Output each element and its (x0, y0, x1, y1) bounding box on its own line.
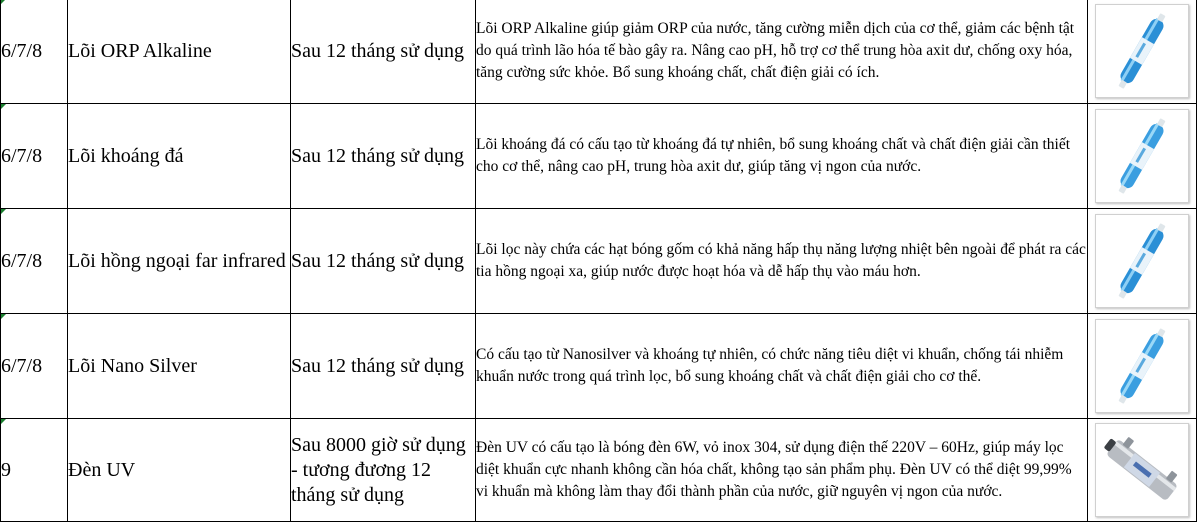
filter-cartridge-icon (1096, 215, 1188, 307)
filter-cartridge-icon (1096, 5, 1188, 97)
name-cell[interactable] (68, 0, 291, 104)
table-row (1, 314, 1197, 419)
item-description: Có cấu tạo từ Nanosilver và khoáng tự nhiên, có chức năng tiêu diệt vi khuẩn, chống tái nhiễm khuẩn nước trong quá trình lọc, bổ sung khoáng chất và chất điện giải cho cơ thể. (476, 346, 1064, 385)
table-row (1, 419, 1197, 522)
product-thumbnail[interactable] (1095, 319, 1189, 413)
row-number: 6/7/8 (1, 249, 43, 272)
replacement-time: Sau 8000 giờ sử dụng - tương đương 12 tháng sử dụng (291, 433, 466, 506)
uv-lamp-icon (1096, 424, 1188, 516)
name-cell[interactable] (68, 314, 291, 419)
image-cell[interactable] (1088, 419, 1197, 522)
time-cell[interactable] (291, 209, 476, 314)
row-number-cell[interactable] (1, 419, 68, 522)
row-number: 6/7/8 (1, 144, 43, 167)
row-number-cell[interactable] (1, 0, 68, 104)
item-description: Lõi khoáng đá có cấu tạo từ khoáng đá tự nhiên, bổ sung khoáng chất và chất điện giải cần thiết cho cơ thể, nâng cao pH, trung hòa axit dư, giúp tăng vị ngon của nước. (476, 136, 1071, 175)
table-row (1, 0, 1197, 104)
table-row (1, 104, 1197, 209)
time-cell[interactable] (291, 104, 476, 209)
cell-comment-marker (1, 314, 6, 319)
time-cell[interactable] (291, 419, 476, 522)
replacement-time: Sau 12 tháng sử dụng (291, 39, 465, 62)
item-description: Lõi lọc này chứa các hạt bóng gốm có khả năng hấp thụ năng lượng nhiệt bên ngoài để phát ra các tia hồng ngoại xa, giúp nước được hoạt hóa và dễ hấp thụ vào máu hơn. (476, 241, 1086, 280)
image-cell[interactable] (1088, 209, 1197, 314)
product-thumbnail[interactable] (1095, 109, 1189, 203)
row-number-cell[interactable] (1, 209, 68, 314)
replacement-time: Sau 12 tháng sử dụng (291, 144, 465, 167)
name-cell[interactable] (68, 104, 291, 209)
item-name: Đèn UV (68, 458, 136, 481)
item-name: Lõi Nano Silver (68, 354, 197, 377)
image-cell[interactable] (1088, 104, 1197, 209)
row-number: 6/7/8 (1, 354, 43, 377)
product-thumbnail[interactable] (1095, 214, 1189, 308)
image-cell[interactable] (1088, 0, 1197, 104)
description-cell[interactable] (476, 0, 1088, 104)
description-cell[interactable] (476, 209, 1088, 314)
cell-comment-marker (1, 0, 6, 4)
image-cell[interactable] (1088, 314, 1197, 419)
item-name: Lõi khoáng đá (68, 144, 184, 167)
name-cell[interactable] (68, 419, 291, 522)
filter-cartridge-icon (1096, 110, 1188, 202)
cell-comment-marker (1, 419, 6, 424)
cell-comment-marker (1, 209, 6, 214)
product-thumbnail[interactable] (1095, 423, 1189, 517)
replacement-time: Sau 12 tháng sử dụng (291, 354, 465, 377)
table-row (1, 209, 1197, 314)
name-cell[interactable] (68, 209, 291, 314)
time-cell[interactable] (291, 314, 476, 419)
row-number: 9 (1, 458, 11, 481)
time-cell[interactable] (291, 0, 476, 104)
item-name: Lõi ORP Alkaline (68, 39, 212, 62)
item-name: Lõi hồng ngoại far infrared (68, 249, 286, 272)
item-description: Đèn UV có cấu tạo là bóng đèn 6W, vỏ inox 304, sử dụng điện thế 220V – 60Hz, giúp máy lọc diệt khuẩn cực nhanh không cần hóa chất, không tạo sản phẩm phụ. Đèn UV có thể diệt 99,99% vi khuẩn mà không làm thay đổi thành phần của nước, giữ nguyên vị ngon của nước. (476, 439, 1072, 500)
description-cell[interactable] (476, 419, 1088, 522)
row-number-cell[interactable] (1, 104, 68, 209)
cell-comment-marker (1, 104, 6, 109)
description-cell[interactable] (476, 104, 1088, 209)
row-number: 6/7/8 (1, 39, 43, 62)
filter-cartridge-icon (1096, 320, 1188, 412)
row-number-cell[interactable] (1, 314, 68, 419)
description-cell[interactable] (476, 314, 1088, 419)
replacement-time: Sau 12 tháng sử dụng (291, 249, 465, 272)
product-thumbnail[interactable] (1095, 4, 1189, 98)
item-description: Lõi ORP Alkaline giúp giảm ORP của nước, tăng cường miễn dịch của cơ thể, giảm các bệnh tật do quá trình lão hóa tế bào gây ra. Nâng cao pH, hỗ trợ cơ thể trung hòa axit dư, chống oxy hóa, tăng cường sức khỏe. Bổ sung khoáng chất, chất điện giải có ích. (476, 20, 1075, 81)
